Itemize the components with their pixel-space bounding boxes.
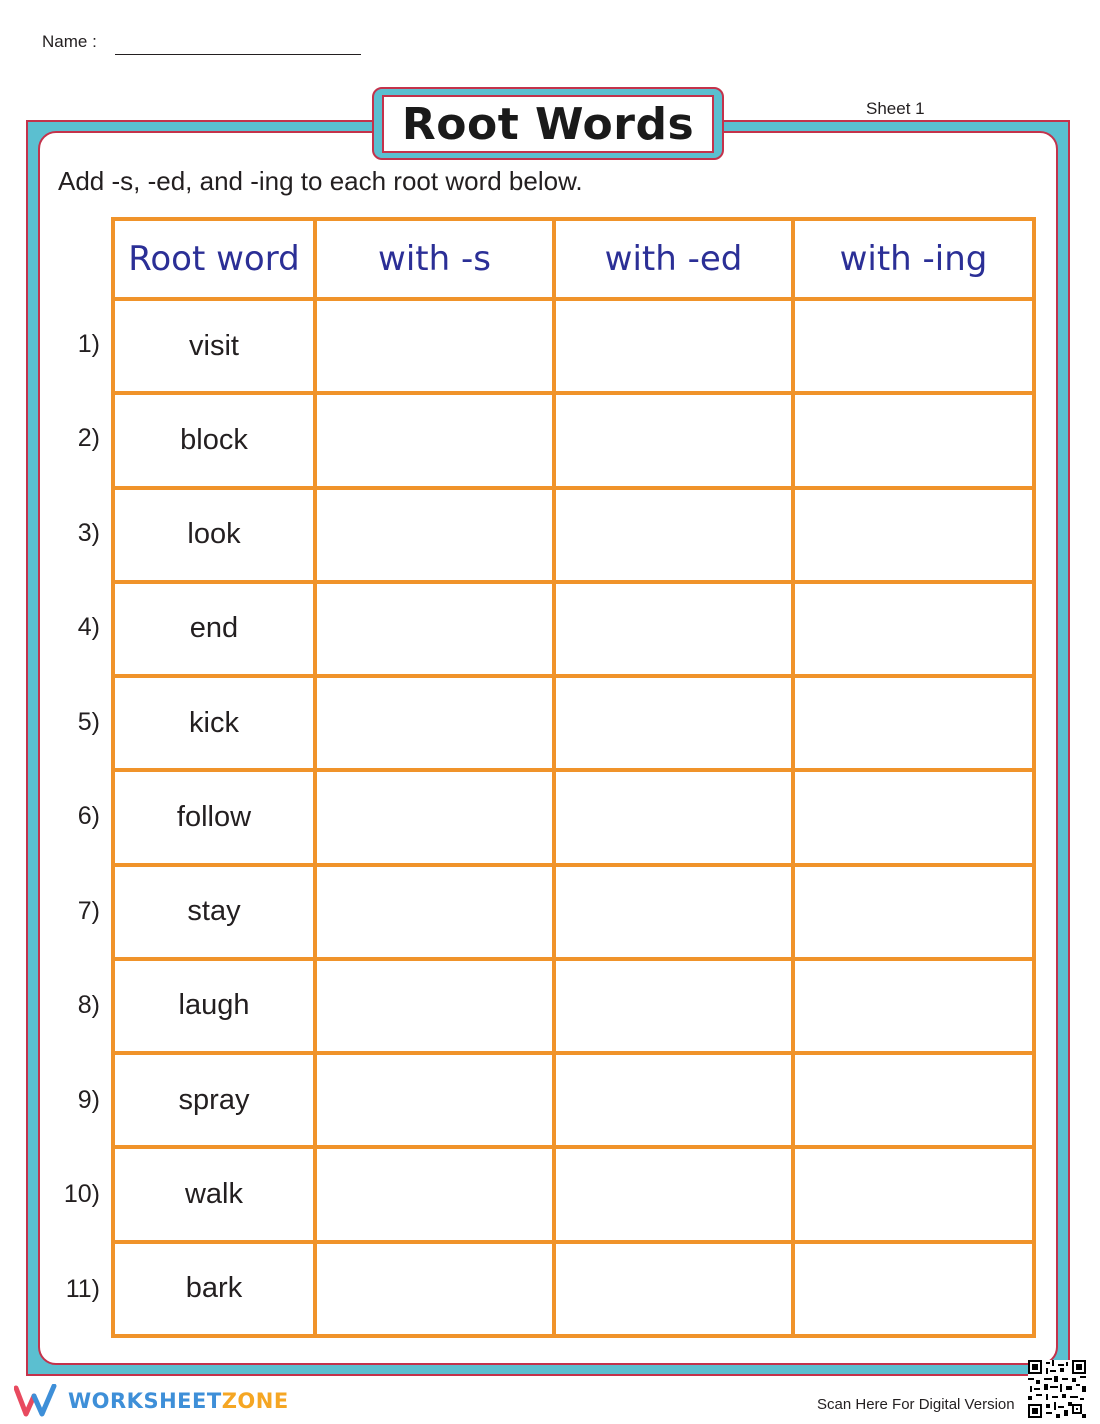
row-number: 3) (77, 519, 100, 547)
name-input-line[interactable] (115, 54, 361, 55)
root-word-cell: spray (113, 1053, 315, 1147)
row-number: 7) (77, 897, 100, 925)
name-label: Name : (42, 32, 97, 51)
logo-text-part1: WORKSHEET (68, 1389, 222, 1413)
answer-cell-ing[interactable] (793, 959, 1034, 1053)
logo-text-part2: ZONE (221, 1389, 289, 1413)
answer-cell-s[interactable] (315, 582, 554, 676)
answer-cell-s[interactable] (315, 1147, 554, 1241)
worksheetzone-logo[interactable] (14, 1384, 289, 1418)
table-row (113, 1147, 1034, 1241)
title-box (382, 95, 714, 153)
root-word-cell: walk (113, 1147, 315, 1241)
root-word-cell: block (113, 393, 315, 487)
row-number: 5) (77, 708, 100, 736)
answer-cell-ed[interactable] (554, 865, 793, 959)
answer-cell-ed[interactable] (554, 1053, 793, 1147)
answer-cell-s[interactable] (315, 1053, 554, 1147)
table-row (113, 676, 1034, 770)
answer-cell-ed[interactable] (554, 1242, 793, 1336)
row-number: 10) (63, 1180, 100, 1208)
answer-cell-s[interactable] (315, 488, 554, 582)
table-row (113, 393, 1034, 487)
answer-cell-ed[interactable] (554, 582, 793, 676)
sheet-label: Sheet 1 (866, 99, 925, 118)
answer-cell-s[interactable] (315, 770, 554, 864)
table-row (113, 959, 1034, 1053)
root-word-cell: visit (113, 299, 315, 393)
row-number: 11) (65, 1275, 100, 1303)
answer-cell-s[interactable] (315, 393, 554, 487)
table-row (113, 582, 1034, 676)
answer-cell-ing[interactable] (793, 1053, 1034, 1147)
root-words-table (111, 217, 1036, 1338)
root-word-cell: kick (113, 676, 315, 770)
answer-cell-ing[interactable] (793, 1147, 1034, 1241)
root-word-cell: follow (113, 770, 315, 864)
table-row (113, 299, 1034, 393)
row-number: 2) (77, 424, 100, 452)
root-word-cell: laugh (113, 959, 315, 1053)
table-header-row (113, 219, 1034, 299)
table-row (113, 770, 1034, 864)
row-number: 6) (77, 802, 100, 830)
root-word-cell: bark (113, 1242, 315, 1336)
column-header-with-ing: with -ing (793, 219, 1034, 299)
answer-cell-ed[interactable] (554, 1147, 793, 1241)
answer-cell-s[interactable] (315, 959, 554, 1053)
column-header-with-ed: with -ed (554, 219, 793, 299)
qr-code-icon[interactable] (1028, 1360, 1086, 1418)
answer-cell-ed[interactable] (554, 488, 793, 582)
table-row (113, 865, 1034, 959)
table-row (113, 1053, 1034, 1147)
root-word-cell: look (113, 488, 315, 582)
table-row (113, 488, 1034, 582)
root-word-cell: stay (113, 865, 315, 959)
column-header-root-word: Root word (113, 219, 315, 299)
answer-cell-ing[interactable] (793, 865, 1034, 959)
column-header-with-s: with -s (315, 219, 554, 299)
answer-cell-ing[interactable] (793, 676, 1034, 770)
answer-cell-s[interactable] (315, 299, 554, 393)
row-number: 8) (77, 991, 100, 1019)
answer-cell-ed[interactable] (554, 959, 793, 1053)
answer-cell-ing[interactable] (793, 299, 1034, 393)
row-number: 4) (77, 613, 100, 641)
answer-cell-s[interactable] (315, 1242, 554, 1336)
logo-text (68, 1389, 289, 1413)
answer-cell-ed[interactable] (554, 770, 793, 864)
worksheetzone-logo-icon (14, 1384, 62, 1418)
page-title: Root Words (401, 98, 695, 150)
answer-cell-ing[interactable] (793, 393, 1034, 487)
answer-cell-ed[interactable] (554, 676, 793, 770)
answer-cell-s[interactable] (315, 865, 554, 959)
instructions: Add -s, -ed, and -ing to each root word below. (58, 166, 583, 196)
row-number: 9) (77, 1086, 100, 1114)
answer-cell-ing[interactable] (793, 488, 1034, 582)
answer-cell-s[interactable] (315, 676, 554, 770)
answer-cell-ing[interactable] (793, 582, 1034, 676)
answer-cell-ed[interactable] (554, 393, 793, 487)
answer-cell-ing[interactable] (793, 770, 1034, 864)
table-row (113, 1242, 1034, 1336)
scan-instruction: Scan Here For Digital Version (817, 1396, 1015, 1413)
answer-cell-ing[interactable] (793, 1242, 1034, 1336)
root-word-cell: end (113, 582, 315, 676)
row-number: 1) (77, 330, 100, 358)
answer-cell-ed[interactable] (554, 299, 793, 393)
